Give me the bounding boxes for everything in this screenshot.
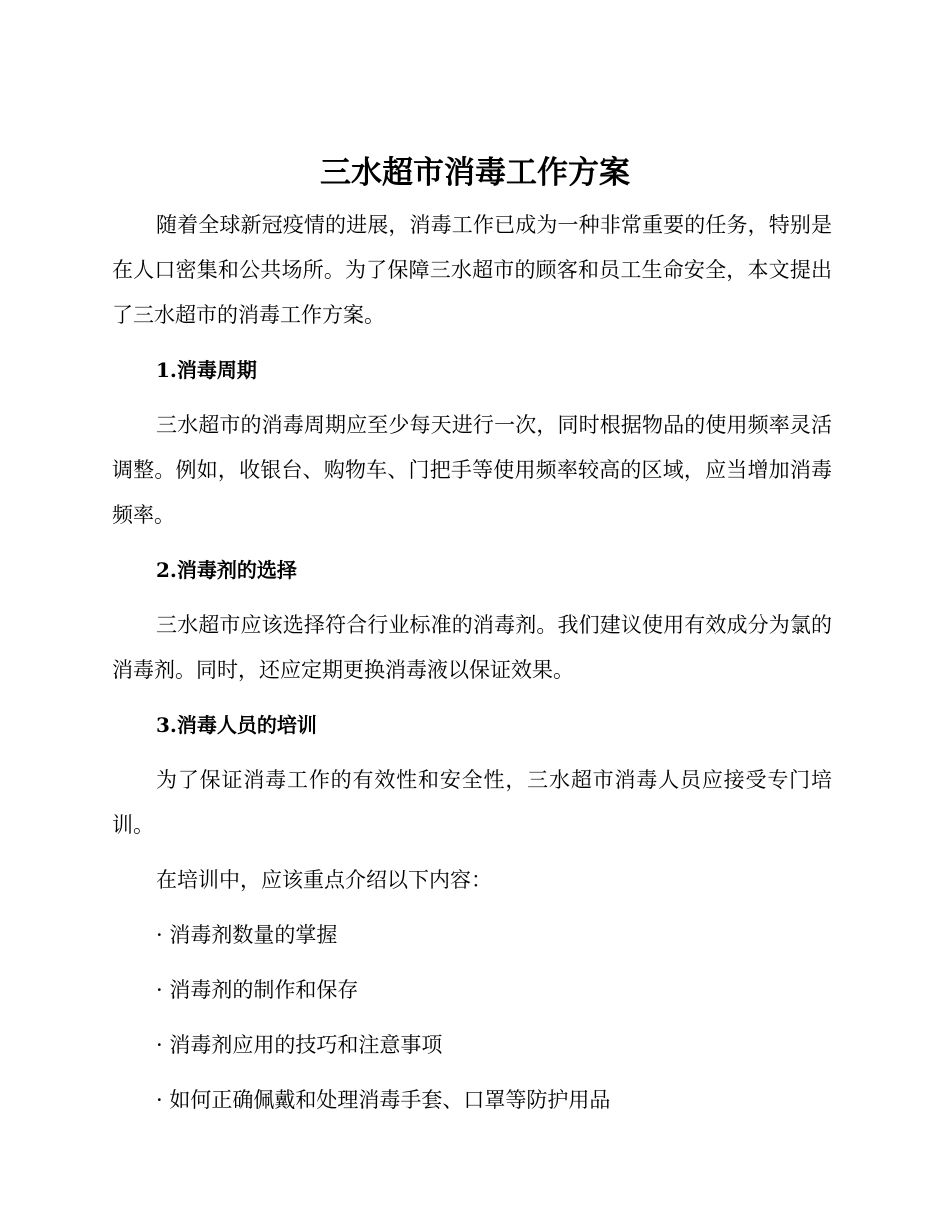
list-item: · 消毒剂数量的掌握 [156, 923, 338, 947]
intro-paragraph: 随着全球新冠疫情的进展，消毒工作已成为一种非常重要的任务，特别是在人口密集和公共场所。为了保障三水超市的顾客和员工生命安全，本文提出了三水超市的消毒工作方案。 [112, 213, 832, 327]
training-intro: 在培训中，应该重点介绍以下内容： [156, 868, 492, 892]
list-item: · 如何正确佩戴和处理消毒手套、口罩等防护用品 [156, 1088, 611, 1112]
document-title: 三水超市消毒工作方案 [320, 155, 630, 191]
section-body-1: 三水超市的消毒周期应至少每天进行一次，同时根据物品的使用频率灵活调整。例如，收银台、购物车、门把手等使用频率较高的区域，应当增加消毒频率。 [112, 413, 832, 527]
section-heading-2: 2.消毒剂的选择 [156, 558, 297, 582]
list-item: · 消毒剂的制作和保存 [156, 978, 359, 1002]
section-heading-3: 3.消毒人员的培训 [156, 713, 317, 737]
document-body [112, 203, 832, 1123]
list-item: · 消毒剂应用的技巧和注意事项 [156, 1033, 443, 1057]
section-body-3: 为了保证消毒工作的有效性和安全性，三水超市消毒人员应接受专门培训。 [112, 768, 832, 837]
section-heading-1: 1.消毒周期 [156, 358, 257, 382]
section-body-2: 三水超市应该选择符合行业标准的消毒剂。我们建议使用有效成分为氯的消毒剂。同时，还应定期更换消毒液以保证效果。 [112, 613, 832, 682]
